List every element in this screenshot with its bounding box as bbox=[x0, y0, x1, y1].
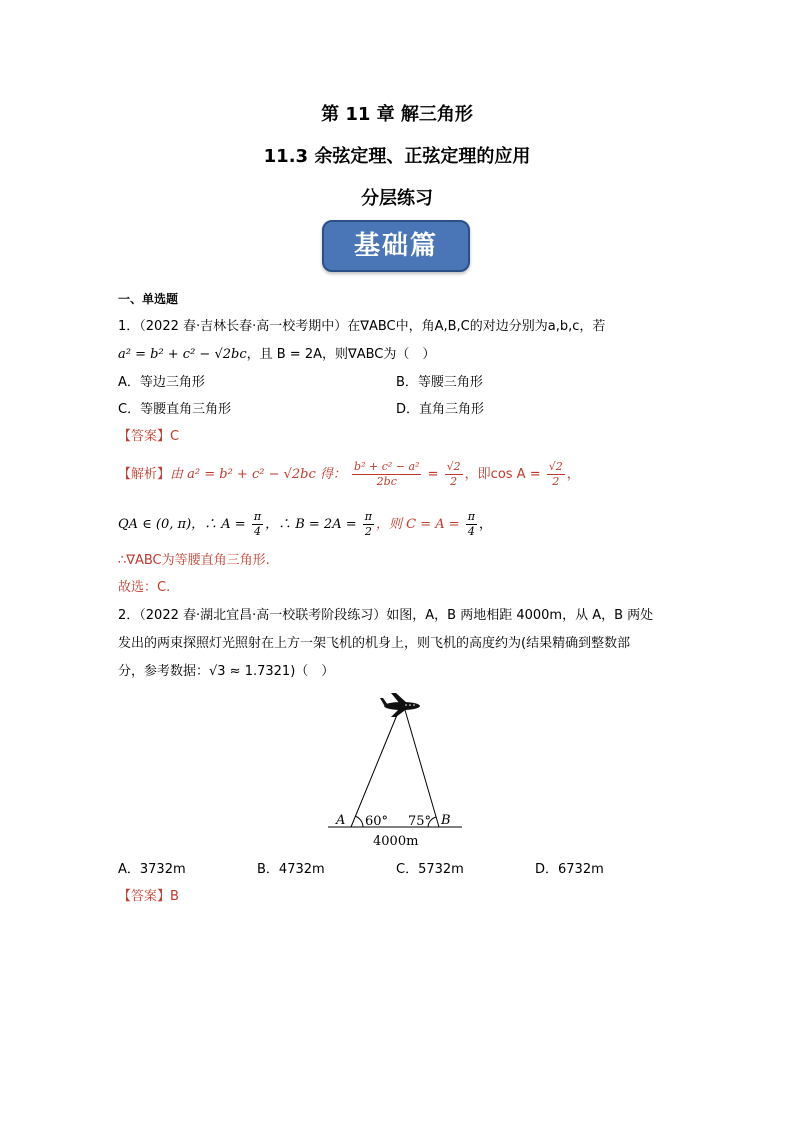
q1-analysis-line1 bbox=[118, 458, 580, 492]
airplane-icon bbox=[380, 693, 420, 717]
beam-a bbox=[351, 710, 399, 827]
q1-stem-line1: 1．（2022 春·吉林长春·高一校考期中）在∇ABC中，角A,B,C的对边分别为a,b,c，若 bbox=[118, 319, 606, 334]
fraction-denominator: 2 bbox=[450, 475, 458, 488]
answer-value: B bbox=[170, 889, 179, 904]
section-heading: 一、单选题 bbox=[118, 292, 179, 306]
answer-tag: 【答案】 bbox=[118, 889, 171, 904]
q1-stem-line2 bbox=[118, 346, 435, 364]
q1-answer bbox=[118, 428, 179, 446]
q2-option-c: C．5732m bbox=[396, 862, 464, 877]
level-badge: 基础篇 bbox=[322, 220, 470, 272]
chapter-title: 第 11 章 解三角形 bbox=[321, 104, 473, 125]
analysis-text: ，∴ B = 2A = bbox=[265, 517, 357, 532]
q2-figure bbox=[320, 688, 470, 850]
q1-analysis-line2 bbox=[118, 508, 492, 542]
answer-tag: 【答案】 bbox=[118, 429, 171, 444]
analysis-text: 由 a² = b² + c² − √2bc 得： bbox=[170, 467, 346, 482]
analysis-tag: 【解析】 bbox=[118, 467, 171, 482]
q1-analysis-line3: ∴∇ABC为等腰直角三角形. bbox=[118, 553, 270, 568]
label-b: B bbox=[441, 813, 451, 828]
fraction-numerator: π bbox=[253, 510, 262, 523]
q1-option-d: D．直角三角形 bbox=[396, 402, 485, 417]
fraction-denominator: 2 bbox=[552, 475, 560, 488]
q2-option-b: B．4732m bbox=[257, 862, 325, 877]
q1-option-c: C．等腰直角三角形 bbox=[118, 402, 232, 417]
q2-stem-line3: 分，参考数据：√3 ≈ 1.7321)（ ） bbox=[118, 664, 335, 679]
beam-b bbox=[405, 710, 439, 827]
label-a: A bbox=[336, 813, 346, 828]
q1-analysis-line4: 故选：C. bbox=[118, 580, 171, 595]
q2-answer bbox=[118, 888, 179, 906]
fraction-denominator: 4 bbox=[467, 525, 475, 538]
q1-condition: a² = b² + c² − √2bc bbox=[118, 347, 247, 362]
analysis-text: ，即cos A = bbox=[464, 467, 541, 482]
angle-b-label: 75° bbox=[408, 814, 432, 829]
angle-arc-a bbox=[355, 816, 363, 827]
answer-value: C bbox=[170, 429, 180, 444]
q2-option-d: D．6732m bbox=[535, 862, 604, 877]
distance-label: 4000m bbox=[373, 834, 419, 849]
q2-option-a: A．3732m bbox=[118, 862, 186, 877]
fraction-numerator: √2 bbox=[548, 460, 563, 473]
analysis-text: QA ∈ (0, π)，∴ A = bbox=[118, 517, 246, 532]
fraction-denominator: 4 bbox=[253, 525, 261, 538]
fraction-numerator: √2 bbox=[446, 460, 461, 473]
equals-sign: = bbox=[427, 467, 439, 482]
fraction-numerator: π bbox=[467, 510, 476, 523]
section-title: 11.3 余弦定理、正弦定理的应用 bbox=[263, 146, 531, 167]
analysis-text: ， bbox=[566, 467, 580, 482]
angle-a-label: 60° bbox=[365, 814, 389, 829]
fraction-denominator: 2bc bbox=[376, 475, 397, 488]
analysis-text: ， bbox=[479, 517, 493, 532]
fraction-numerator: π bbox=[364, 510, 372, 523]
fraction bbox=[363, 510, 374, 539]
q1-stem-tail: ，且 B = 2A，则∇ABC为（ ） bbox=[246, 347, 436, 362]
q1-option-b: B．等腰三角形 bbox=[396, 375, 483, 390]
fraction bbox=[466, 510, 477, 539]
fraction bbox=[252, 510, 263, 539]
fraction-numerator: b² + c² − a² bbox=[354, 460, 420, 473]
q1-option-a: A．等边三角形 bbox=[118, 375, 205, 390]
fraction bbox=[547, 460, 565, 489]
subtitle: 分层练习 bbox=[361, 188, 433, 209]
analysis-text: ，则 C = A = bbox=[375, 517, 460, 532]
fraction-denominator: 2 bbox=[364, 525, 372, 538]
q2-stem-line2: 发出的两束探照灯光照射在上方一架飞机的机身上，则飞机的高度约为(结果精确到整数部 bbox=[118, 636, 631, 651]
fraction bbox=[352, 460, 421, 489]
q2-stem-line1: 2．（2022 春·湖北宜昌·高一校联考阶段练习）如图，A，B 两地相距 4000m，从 A，B 两处 bbox=[118, 608, 654, 623]
fraction bbox=[445, 460, 463, 489]
